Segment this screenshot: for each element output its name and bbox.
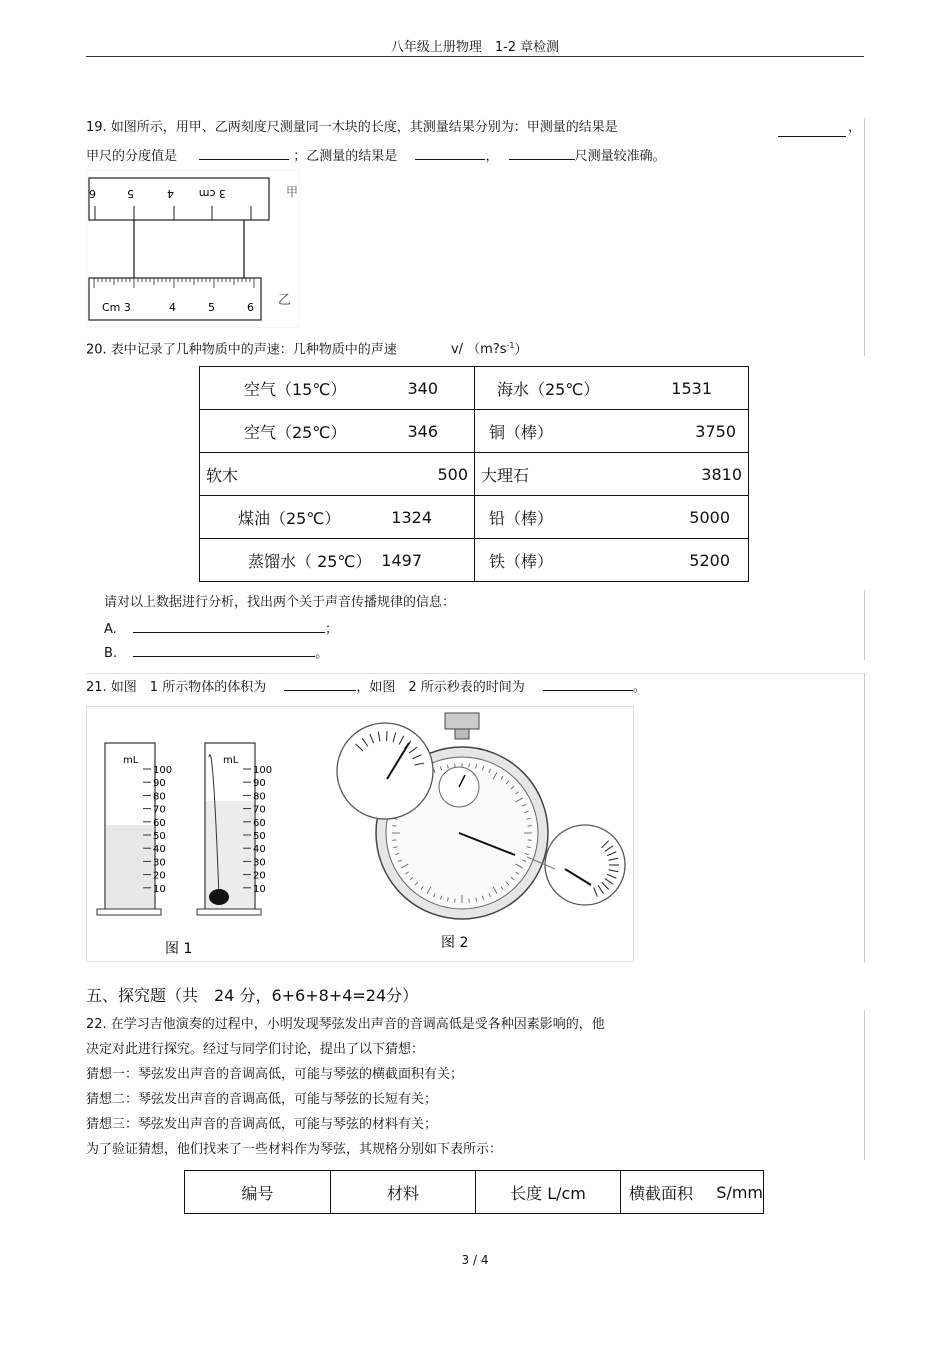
cyl-scale-label: 90 xyxy=(253,778,266,790)
cell-value: 1324 xyxy=(391,507,432,527)
q22-line: 猜想一：琴弦发出声音的音调高低，可能与琴弦的横截面积有关； xyxy=(86,1067,464,1082)
cell-name: 铅（棒） xyxy=(489,508,554,528)
answer-b-label: B. xyxy=(104,646,118,661)
cylinder-2 xyxy=(197,743,272,915)
magnifier-tick xyxy=(387,731,388,741)
q19-comma: ， xyxy=(848,120,862,135)
cell-name: 软木 xyxy=(206,465,239,485)
table-cell xyxy=(475,453,749,496)
cyl-scale-label: 100 xyxy=(253,765,273,776)
cell-name: 铜（棒） xyxy=(489,422,554,442)
table-header-row xyxy=(185,1171,764,1214)
cell-value: 1497 xyxy=(381,550,422,570)
border-right xyxy=(864,1010,865,1160)
page-header-title: 八年级上册物理 1-2 章检测 xyxy=(390,40,560,55)
col-header: 材料 xyxy=(331,1171,476,1214)
col-header xyxy=(621,1171,764,1214)
cyl-scale-label: 20 xyxy=(153,870,166,882)
q19-blank-1[interactable] xyxy=(778,124,846,137)
q21-rule xyxy=(86,673,864,674)
cyl-scale-label: 80 xyxy=(153,791,166,803)
answer-a-label: A. xyxy=(104,622,117,637)
q21-blank-2[interactable] xyxy=(543,678,633,691)
cyl-scale-label: 50 xyxy=(253,831,266,842)
table-cell xyxy=(200,539,475,582)
cyl1-unit: mL xyxy=(123,755,139,766)
cyl-scale-label: 100 xyxy=(153,765,173,776)
q20-prompt: 请对以上数据进行分析，找出两个关于声音传播规律的信息： xyxy=(104,595,456,610)
table-row xyxy=(200,410,749,453)
ruler-bottom-label: 6 xyxy=(247,301,254,314)
cyl-scale-label: 60 xyxy=(153,817,166,829)
cyl-scale-label: 20 xyxy=(253,870,266,882)
q19-blank-2[interactable] xyxy=(199,147,289,160)
q21-line xyxy=(86,678,646,696)
col-header: 长度 L/cm xyxy=(476,1171,621,1214)
ruler-bottom-name: 乙 xyxy=(278,293,292,308)
ruler-top-name: 甲 xyxy=(286,185,299,199)
ruler-top-label: 5 xyxy=(127,187,134,200)
cell-name: 空气（15℃） xyxy=(244,379,347,399)
cell-name: 铁（棒） xyxy=(489,551,554,571)
cell-name: 蒸馏水（ 25℃） xyxy=(248,551,372,571)
header-rule xyxy=(86,56,864,57)
q21-text-b: ，如图 2 所示秒表的时间为 xyxy=(356,680,525,695)
ruler-top-label: 6 xyxy=(89,187,96,200)
cyl-scale-label: 40 xyxy=(253,844,266,856)
cyl-scale-label: 70 xyxy=(253,804,266,816)
table-cell xyxy=(200,453,475,496)
cyl-scale-label: 70 xyxy=(153,804,166,816)
table-row xyxy=(200,453,749,496)
cell-name: 大理石 xyxy=(481,465,530,485)
cyl-scale-label: 90 xyxy=(153,778,166,790)
cyl-scale-label: 60 xyxy=(253,817,266,829)
table-cell xyxy=(475,367,749,410)
ruler-top-label: 3 cm xyxy=(198,187,226,200)
cyl-scale-label: 30 xyxy=(153,857,166,869)
table-row xyxy=(200,367,749,410)
q21-text-a: 21. 如图 1 所示物体的体积为 xyxy=(86,680,267,695)
q19-text-c: ， xyxy=(485,149,499,164)
border-right xyxy=(864,590,865,660)
cyl-scale-label: 10 xyxy=(153,883,166,895)
table-cell xyxy=(475,539,749,582)
fig1-caption: 图 1 xyxy=(165,941,193,957)
table-cell xyxy=(475,410,749,453)
cell-value: 340 xyxy=(407,378,438,398)
q19-line1 xyxy=(86,120,618,136)
q22-line: 决定对此进行探究。经过与同学们讨论，提出了以下猜想： xyxy=(86,1042,425,1057)
q20-answer-a xyxy=(104,620,338,638)
q20-intro xyxy=(86,338,528,358)
q19-ruler-figure xyxy=(86,170,300,328)
speed-table xyxy=(199,366,749,582)
q21-text-c: 。 xyxy=(632,680,646,695)
cell-value: 3750 xyxy=(695,421,736,441)
table-row xyxy=(200,539,749,582)
col-header-a: 横截面积 xyxy=(629,1183,694,1203)
border-right xyxy=(864,118,865,356)
q20-intro-text: 20. 表中记录了几种物质中的声速：几种物质中的声速 xyxy=(86,342,397,358)
table-cell xyxy=(200,367,475,410)
q19-blank-3[interactable] xyxy=(415,147,485,160)
col-header-b: S/mm xyxy=(716,1182,763,1202)
q21-figure xyxy=(86,706,634,962)
table-row xyxy=(200,496,749,539)
q22-line: 猜想二：琴弦发出声音的音调高低，可能与琴弦的长短有关； xyxy=(86,1092,438,1107)
section5-title: 五、探究题（共 24 分，6+6+8+4=24分） xyxy=(86,986,419,1005)
table-cell xyxy=(475,496,749,539)
cell-value: 1531 xyxy=(671,378,712,398)
q19-text-b: ；乙测量的结果是 xyxy=(293,149,398,164)
cell-value: 346 xyxy=(407,421,438,441)
border-right xyxy=(864,673,865,963)
cell-value: 5000 xyxy=(689,507,730,527)
answer-b-end: 。 xyxy=(315,646,329,661)
cyl-scale-label: 30 xyxy=(253,857,266,869)
cyl-scale-label: 50 xyxy=(153,831,166,842)
q21-blank-1[interactable] xyxy=(284,678,356,691)
q19-text: 19. 如图所示，用甲、乙两刻度尺测量同一木块的长度，其测量结果分别为：甲测量的结果是 xyxy=(86,120,618,135)
q22-line: 22. 在学习吉他演奏的过程中，小明发现琴弦发出声音的音调高低是受各种因素影响的，他 xyxy=(86,1017,605,1032)
col-header: 编号 xyxy=(185,1171,331,1214)
answer-b-blank[interactable] xyxy=(133,644,315,657)
q19-blank-4[interactable] xyxy=(509,147,575,160)
cell-value: 500 xyxy=(437,464,468,484)
q20-unit: v/ （m?s xyxy=(450,342,507,358)
ruler-bottom-label: 5 xyxy=(208,301,215,314)
q22-line: 猜想三：琴弦发出声音的音调高低，可能与琴弦的材料有关； xyxy=(86,1117,438,1132)
q19-line2 xyxy=(86,147,666,165)
cyl2-unit: mL xyxy=(223,755,239,766)
ruler-bottom-label: 4 xyxy=(169,301,176,314)
cyl-scale-label: 10 xyxy=(253,883,266,895)
page-number: 3 / 4 xyxy=(461,1253,489,1267)
table-cell xyxy=(200,410,475,453)
cyl-scale-label: 40 xyxy=(153,844,166,856)
fig2-caption: 图 2 xyxy=(441,935,469,951)
cell-name: 海水（25℃） xyxy=(497,379,600,399)
cyl-scale-label: 80 xyxy=(253,791,266,803)
cell-name: 煤油（25℃） xyxy=(238,508,341,528)
ruler-bottom-label: Cm 3 xyxy=(102,301,131,314)
q22-line: 为了验证猜想，他们找来了一些材料作为琴弦，其规格分别如下表所示： xyxy=(86,1142,503,1157)
ruler-top-label: 4 xyxy=(167,187,174,200)
q20-unit-end: ） xyxy=(514,342,528,358)
cylinder-1 xyxy=(97,743,172,915)
table-cell xyxy=(200,496,475,539)
cell-name: 空气（25℃） xyxy=(244,422,347,442)
q19-text-a: 甲尺的分度值是 xyxy=(86,149,178,164)
answer-a-end: ； xyxy=(324,622,338,637)
answer-a-blank[interactable] xyxy=(133,620,325,633)
string-spec-table xyxy=(184,1170,764,1214)
cell-value: 3810 xyxy=(701,464,742,484)
q20-unit-sup: -1 xyxy=(506,341,515,350)
q20-answer-b xyxy=(104,644,328,662)
q19-text-d: 尺测量较准确。 xyxy=(574,149,666,164)
cell-value: 5200 xyxy=(689,550,730,570)
